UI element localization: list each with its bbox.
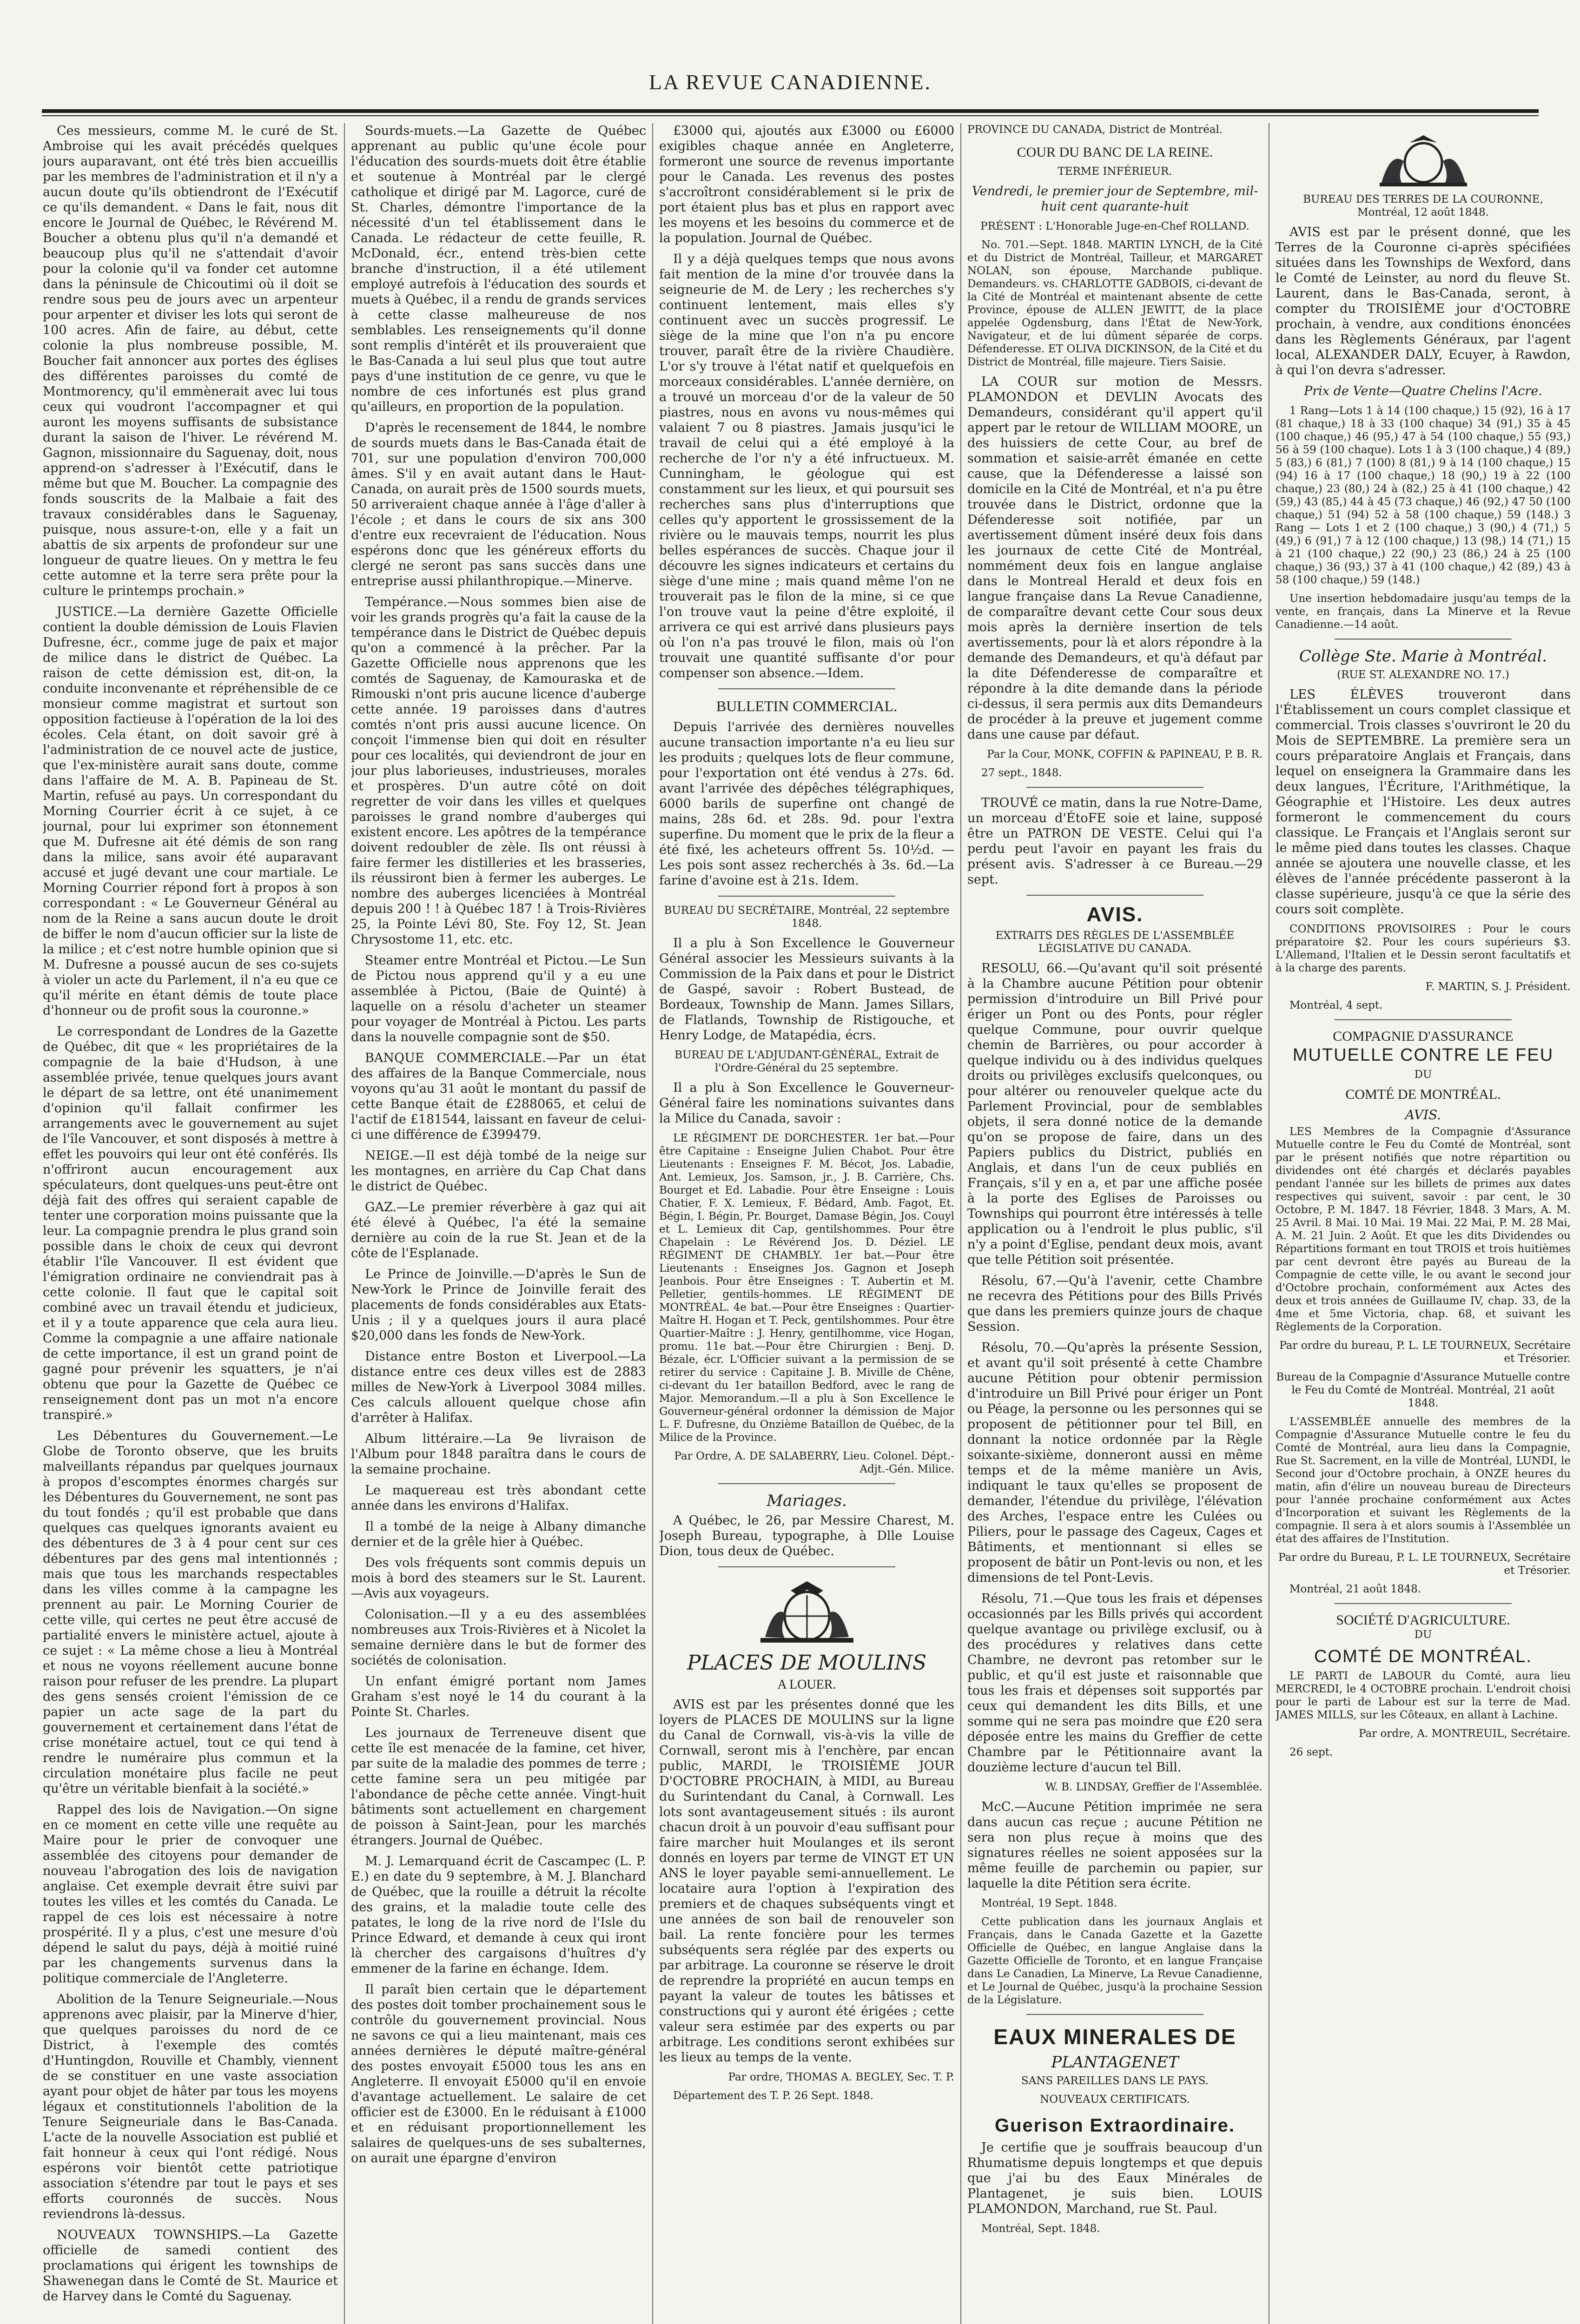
masthead-rule-thin [42, 115, 1539, 116]
divider [1026, 2014, 1203, 2015]
agriculture-signature: Par ordre, A. MONTREUIL, Secrétaire. [1359, 1728, 1571, 1740]
court-date: 27 sept., 1848. [981, 767, 1062, 779]
court-heading: COUR DU BANC DE LA REINE. [1017, 145, 1213, 160]
college-date: Montréal, 4 sept. [1289, 999, 1383, 1011]
places-subheading: A LOUER. [777, 1677, 836, 1692]
eaux-sub1: SANS PAREILLES DANS LE PAYS. [1021, 2075, 1209, 2087]
article-resolu-71: Résolu, 71.—Que tous les frais et dépenses occasionnés par les Bills privés qui accordent quelque avantage ou privilège exclusif, ou à des procédures y relatives dans cette Chambre, ne devront pas retomber sur le public, et qu'il est juste et raisonnable que tous les frais et dépenses soit supportés par ceux qui demandent les dits Bills, et une somme qui ne sera pas moindre que £20 sera déposée entre les mains du Greffier de cette Chambre par le Pétitionnaire avant la douzième lecture d'aucun tel Bill. [967, 1591, 1263, 1775]
eaux-heading: EAUX MINERALES DE [993, 2025, 1236, 2049]
article-mutual-dividends: LES Membres de la Compagnie d'Assurance Mutuelle contre le Feu du Comté de Montréal, sont par le présent notifiés que notre répartition ou dividendes ont été chargés et déclarés payables pendant l'année sur les billets de primes aux dates respectives qui suivent, savoir : par cent, le 30 Octobre, P. M. 1847. 18 Février, 1848. 3 Mars, A. M. 25 Avril. 8 Mai. 10 Mai. 19 Mai. 22 Mai, P. M. 28 Mai, A. M. 21 Juin. 2 Août. Et que les dits Dividendes ou Répartitions formant en tout TROIS et trois huitièmes par cent devront être payés au Bureau de la Compagnie de cette ville, le ou avant le second jour d'Octobre prochain, conformément aux Actes des deux et trois années de Guillaume IV, chap. 33, de la 4me et 5me Victoria, chap. 68, et suivant les Règlements de la Corporation. [1276, 1126, 1571, 1333]
court-session: Vendredi, le premier jour de Septembre, mil-huit cent quarante-huit [972, 184, 1258, 214]
court-terme: TERME INFÉRIEUR. [1058, 165, 1172, 178]
court-present: PRÉSENT : L'Honorable Juge-en-Chef ROLLAND. [980, 220, 1249, 232]
article-banque: BANQUE COMMERCIALE.—Par un état des affaires de la Banque Commerciale, nous voyons qu'au 31 août le montant du passif de cette Banque était de £288065, et celui de l'actif de £181544, laissant en faveur de celui-ci une différence de £399479. [351, 1051, 646, 1142]
article-cascampec: M. J. Lemarquand écrit de Cascampec (L. P. E.) en date du 9 septembre, à M. J. Blanchard de Québec, que la rouille a détruit la récolte des grains, et la maladie toute celle des patates, le long de la rive nord de l'Isle du Prince Edward, et demande à ceux qui iront là chercher des cargaisons d'huîtres d'y emmener de la farine en échange. Idem. [351, 1854, 646, 1976]
article-nominations: Il a plu à Son Excellence le Gouverneur-Général faire les nominations suivantes dans la Milice du Canada, savoir : [659, 1081, 954, 1126]
article-commission: Il a plu à Son Excellence le Gouverneur Général associer les Messieurs suivants à la Commission de la Paix dans et pour le District de Gaspé, savoir : Robert Bustead, de Bordeaux, Township de Mann. James Sillars, de Flatlands, Township de Ristigouche, et Henry Lodge, de Matapédia, écrs. [659, 936, 954, 1043]
article-terreneuve: Les journaux de Terreneuve disent que cette île est menacée de la famine, cet hiver, par suite de la maladie des pommes de terre ; cette famine sera un peu mitigée par l'abondance de pêche cette année. Vingt-huit bâtiments sont actuellement en chargement de poisson à Saint-Jean, pour les marchés étrangers. Journal de Québec. [351, 1726, 646, 1848]
mariages-heading: Mariages. [767, 1492, 847, 1510]
article-court-order: LA COUR sur motion de Messrs. PLAMONDON et DEVLIN Avocats des Demandeurs, considérant qu'il appert qu'il appert par le retour de WILLIAM MOORE, un des huissiers de cette Cour, au bref de sommation et saisie-arrêt émanée en cette cause, que la Défenderesse a laissé son domicile en la Cité de Montréal, et n'a pu être trouvée dans le District, ordonne que la Défenderesse soit notifiée, par un avertissement dûment inséré deux fois dans les journaux de cette Cité de Montréal, nommément deux fois en langue anglaise dans le Montreal Herald et deux fois en langue française dans La Revue Canadienne, de comparaître devant cette Cour sous deux mois après la dernière insertion de tels avertissements, pour là et alors répondre à la demande des Demandeurs, et qu'à défaut par la dite Défenderesse de comparaître et répondre à la dite demande dans la période ci-dessus, il sera permis aux dits Demandeurs de procéder à la preuve et jugement comme dans une cause par défaut. [967, 375, 1263, 742]
article-vols: Des vols fréquents sont commis depuis un mois à bord des steamers sur le St. Laurent.—Avis aux voyageurs. [351, 1556, 646, 1601]
column-3 [659, 123, 954, 2324]
divider [718, 1566, 895, 1567]
divider [718, 688, 895, 689]
crown-lands-lots: 1 Rang—Lots 1 à 14 (100 chaque,) 15 (92), 16 à 17 (81 chaque,) 18 à 33 (100 chaque) 34 (91,) 35 à 45 (100 chaque,) 46 (95,) 47 à 54 (100 chaque,) 55 (93,) 56 à 59 (100 chaque). Lots 1 à 3 (100 chaque,) 4 (89,) 5 (83,) 6 (81,) 7 (100) 8 (81,) 9 à 14 (100 chaque,) 15 (94) 16 à 17 (100 chaque,) 18 (90,) 19 à 22 (100 chaque,) 23 (80,) 24 à (82,) 25 à 41 (100 chaque,) 42 (59,) 43 (85,) 44 à 45 (73 chaque,) 46 (92,) 47 50 (100 chaque,) 51 (94) 52 à 58 (100 chaque,) 59 (148.) 3 Rang — Lots 1 et 2 (100 chaque,) 3 (90,) 4 (71,) 5 (49,) 6 (91,) 7 à 12 (100 chaque,) 13 (98,) 14 (71,) 15 à 21 (100 chaque,) 22 (90,) 23 (86,) 24 à 25 (100 chaque,) 36 (93,) 37 à 41 (100 chaque,) 42 (89,) 43 à 58 (100 chaque,) 59 (148.) [1276, 405, 1571, 586]
article-album: Album littéraire.—La 9e livraison de l'Album pour 1848 paraîtra dans le cours de la semaine prochaine. [351, 1432, 646, 1477]
court-province: PROVINCE DU CANADA, District de Montréal. [967, 124, 1223, 136]
royal-arms-icon [747, 1577, 867, 1646]
column-separator [344, 123, 345, 2324]
column-separator [960, 123, 961, 2324]
article-steamer: Steamer entre Montréal et Pictou.—Le Sun de Pictou nous apprend qu'il y a eu une assemblée à Pictou, (Baie de Quinté) à laquelle on a résolu d'acheter un steamer pour voyager de Montréal à Pictou. Les parts dans la nouvelle compagnie sont de $50. [351, 953, 646, 1044]
mutual-signature-1: Par ordre du bureau, P. L. LE TOURNEUX, Secrétaire et Trésorier. [1279, 1340, 1571, 1365]
divider [718, 1483, 895, 1484]
agriculture-heading-2: COMTÉ DE MONTRÉAL. [1314, 1647, 1532, 1666]
article-mcc: McC.—Aucune Pétition imprimée ne sera dans aucun cas reçue ; aucune Pétition ne sera non plus reçue à moins que des signatures réelles ne soient apposées sur la même feuille de parchemin ou papier, sur laquelle la dite Pétition sera écrite. [967, 1800, 1263, 1891]
college-conditions: CONDITIONS PROVISOIRES : Pour le cours préparatoire $2. Pour les cours supérieurs $3. L'Allemand, l'Italien et le Dessin seront facultatifs et à la charge des parents. [1276, 923, 1571, 974]
divider [1335, 639, 1512, 640]
court-case: No. 701.—Sept. 1848. MARTIN LYNCH, de la Cité et du District de Montréal, Tailleur, et MARGARET NOLAN, son épouse, Marchande publique. Demandeurs. vs. CHARLOTTE GADBOIS, ci-devant de la Cité de Montréal et maintenant absente de cette Province, épouse de ALLEN JEWITT, de la place appelée Ogdensburg, dans l'État de New-York, Navigateur, et de lui dûment séparée de corps. Défenderesse. ET OLIVA DICKINSON, de la Cité et du District de Montréal, fille majeure. Tiers Saisie. [967, 239, 1263, 368]
mutual-heading-3: COMTÉ DE MONTRÉAL. [1345, 1087, 1501, 1102]
militia-signature: Par Ordre, A. DE SALABERRY, Lieu. Colonel. Dépt.-Adjt.-Gén. Milice. [674, 1450, 954, 1475]
article-hudson-bay: Le correspondant de Londres de la Gazette de Québec, dit que « les propriétaires de la compagnie de la baie d'Hudson, à une assemblée privée, tenue quelques jours avant le départ de sa lettre, ont été unanimement d'opinion qu'il fallait confirmer les arrangements avec le gouvernement au sujet de l'île Vancouver, et sont disposés à mettre à effet les pouvoirs qui leur ont été conférés. Ils n'offriront aucun encouragement aux spéculateurs, dont quelques-uns peut-être ont déjà fait des offres qui seraient capable de tenter une corporation moins puissante que la leur. La compagnie prendra le plus grand soin possible dans le choix de ceux qui devront établir l'île Vancouver. Il est évident que l'émigration ordinaire ne conviendrait pas à cette colonie. Il faut que le capital soit combiné avec un travail étendu et judicieux, et il y a toute apparence que cela aura lieu. Comme la compagnie a une affaire nationale de cette importance, il est un grand point de gagné pour prévenir les squatters, je n'ai obtenu que pour la Gazette de Québec ce renseignement dont pas un mot n'a encore transpiré.» [43, 1024, 338, 1422]
article-distance: Distance entre Boston et Liverpool.—La distance entre ces deux villes est de 2883 milles de New-York à Liverpool 3084 milles. Ces calculs allouent quelque chose afin d'arrêter à Halifax. [351, 1349, 646, 1425]
column-1 [43, 123, 338, 2324]
avis-publication: Cette publication dans les journaux Anglais et Français, dans le Canada Gazette et la Gazette Officielle de Québec, en langue Anglaise dans la Gazette Officielle de Toronto, et en langue Française dans Le Canadien, La Minerve, La Revue Canadienne, et Le Journal de Québec, jusqu'à la prochaine Session de la Législature. [967, 1916, 1263, 2006]
article-colonisation: Colonisation.—Il y a eu des assemblées nombreuses aux Trois-Rivières et à Nicolet la semaine dernière dans le but de former des sociétés de colonisation. [351, 1607, 646, 1668]
agriculture-date: 26 sept. [1289, 1746, 1333, 1758]
divider [1026, 895, 1203, 896]
column-5 [1276, 123, 1571, 2324]
crown-lands-heading: BUREAU DES TERRES DE LA COURONNE, Montréal, 12 août 1848. [1303, 193, 1543, 218]
article-crown-lands: AVIS est par le présent donné, que les Terres de la Couronne ci-après spécifiées situées dans les Townships de Wexford, dans le Comté de Leinster, au nord du fleuve St. Laurent, dans le Bas-Canada, seront, à compter du TROISIÈME jour d'OCTOBRE prochain, à vendre, aux conditions énoncées dans les Règlements Généraux, par l'agent local, ALEXANDER DALY, Ecuyer, à Rawdon, à qui l'on devra s'adresser. [1276, 225, 1571, 377]
crown-lands-price: Prix de Vente—Quatre Chelins l'Acre. [1304, 384, 1542, 398]
places-signature: Par ordre, THOMAS A. BEGLEY, Sec. T. P. [728, 2071, 954, 2083]
article-mutual-assembly: L'ASSEMBLÉE annuelle des membres de la Compagnie d'Assurance Mutuelle contre le feu du Comté de Montréal, aura lieu dans la Compagnie, Rue St. Sacrement, en la ville de Montréal, LUNDI, le Second jour d'Octobre prochain, à ONZE heures du matin, afin d'élire un nouveau bureau de Directeurs pour l'année prochaine conformément aux Actes d'Incorporation et suivant les Règlements de la compagnie. Il sera à et alors soumis à l'Assemblée un état des affaires de l'Institution. [1276, 1416, 1571, 1545]
article-mariage: A Québec, le 26, par Messire Charest, M. Joseph Bureau, typographe, à Dlle Louise Dion, tous deux de Québec. [659, 1513, 954, 1558]
places-date: Département des T. P. 26 Sept. 1848. [673, 2090, 873, 2102]
mutual-avis: AVIS. [1405, 1107, 1441, 1122]
column-4 [967, 123, 1263, 2324]
college-signature: F. MARTIN, S. J. Président. [1425, 981, 1571, 993]
article-joinville: Le Prince de Joinville.—D'après le Sun de New-York le Prince de Joinville ferait des placements de fonds considérables aux Etats-Unis ; il y a quelques jours il aura placé $20,000 dans les fonds de New-York. [351, 1267, 646, 1343]
masthead-rule [42, 109, 1539, 113]
article-eaux: Je certifie que je souffrais beaucoup d'un Rhumatisme depuis longtemps et que depuis que j'ai bu des Eaux Minérales de Plantagenet, je suis bien. LOUIS PLAMONDON, Marchand, rue St. Paul. [967, 2140, 1263, 2216]
article-recensement: D'après le recensement de 1844, le nombre de sourds muets dans le Bas-Canada était de 701, sur une population d'environ 700,000 âmes. S'il y en avait autant dans le Haut-Canada, on aurait près de 1500 sourds muets, 50 arriveraient chaque année à l'âge d'aller à l'école ; et dans le cours de six ans 300 d'entre eux recevraient de l'éducation. Nous espérons donc que les généreux efforts du clergé ne seront pas sans succès dans une entreprise aussi philanthropique.—Minerve. [351, 421, 646, 588]
article-temperance: Tempérance.—Nous sommes bien aise de voir les grands progrès qu'a fait la cause de la tempérance dans le District de Québec depuis qu'on a commencé à la prêcher. Par la Gazette Officielle nous apprenons que les comtés de Saguenay, de Kamouraska et de Rimouski n'ont pris aucune licence d'auberge cette année. 19 paroisses dans d'autres comtés n'ont pris aussi aucune licence. On conçoit l'immense bien qui doit en résulter pour ces localités, qui deviendront de jour en jour plus laborieuses, industrieuses, morales et prospères. D'un autre côté on doit regretter de voir dans les villes et quelques paroisses le grand nombre d'auberges qui existent encore. Les apôtres de la tempérance doivent redoubler de zèle. Ils ont réussi à faire fermer les distilleries et les brasseries, ils réussiront bien à fermer les auberges. Le nombre des auberges licenciées à Montréal depuis 200 ! ! à Québec 187 ! à Trois-Rivières 25, la Pointe Lévi 80, Ste. Foy 12, St. Jean Chrysostome 11, etc. etc. [351, 595, 646, 947]
article-noyade: Un enfant émigré portant nom James Graham s'est noyé le 14 du courant à la Pointe St. Charles. [351, 1674, 646, 1719]
article-townships: NOUVEAUX TOWNSHIPS.—La Gazette officielle de samedi contient des proclamations qui érigent les townships de Shawenegan dans le Comté de St. Maurice et de Harvey dans le Comté du Saguenay. [43, 2228, 338, 2304]
mutual-date: Montréal, 21 août 1848. [1289, 1583, 1421, 1595]
college-subheading: (RUE ST. ALEXANDRE NO. 17.) [1337, 669, 1509, 681]
article-sourds-muets: Sourds-muets.—La Gazette de Québec apprenant au public qu'une école pour l'éducation des sourds-muets doit être établie et soutenue à Montréal par le clergé catholique et dirigé par M. Lagorce, curé de St. Charles, démontre l'importance de la nécessité d'un tel établissement dans le Canada. Le rédacteur de cette feuille, R. McDonald, écr., entend très-bien cette branche d'instruction, il a été utilement employé autrefois à l'éducation des sourds et muets à Québec, il a rendu de grands services à cette classe malheureuse de nos semblables. Les renseignements qu'il donne sont remplis d'intérêt et ils prouveraient que le Bas-Canada a lui seul plus que tout autre pays d'une institution de ce genre, vu que le nombre de ces infortunés est plus grand qu'ailleurs, en proportion de la population. [351, 124, 646, 414]
eaux-name: PLANTAGENET [1051, 2053, 1179, 2072]
court-signature: Par la Cour, MONK, COFFIN & PAPINEAU, P. B. R. [987, 748, 1263, 760]
article-postes-cont: £3000 qui, ajoutés aux £3000 ou £6000 exigibles chaque année en Angleterre, formeront une source de revenus importante pour le Canada. Les revenus des postes s'accroîtront considérablement si le prix de port étaient plus bas et plus en rapport avec les moyens et les besoins du commerce et de la population. Journal de Québec. [659, 124, 954, 245]
article-seigneurial: Abolition de la Tenure Seigneuriale.—Nous apprenons avec plaisir, par la Minerve d'hier, que quelques paroisses du nord de ce District, à l'exemple des comtés d'Huntingdon, Rouville et Chambly, viennent de se constituer en une vaste association ayant pour objet de hâter par tous les moyens légaux et constitutionnels l'abolition de la Tenure Seigneuriale dans le Bas-Canada. L'acte de la nouvelle Association est publié et fait honneur à ceux qui l'ont rédigé. Nous espérons voir bientôt cette patriotique association s'étendre par tout le pays et ses efforts couronnés de succès. Nous reviendrons là-dessus. [43, 1992, 338, 2221]
divider [1335, 1603, 1512, 1604]
column-separator [652, 123, 653, 2324]
agriculture-du: DU [1414, 1629, 1432, 1641]
adjutant-heading: BUREAU DE L'ADJUDANT-GÉNÉRAL, Extrait de l'Ordre-Général du 25 septembre. [674, 1049, 939, 1074]
article-places: AVIS est par les présentes donné que les loyers de PLACES DE MOULINS sur la ligne du Canal de Cornwall, vis-à-vis la ville de Cornwall, seront mis à l'enchère, par encan public, MARDI, le TROISIÈME JOUR D'OCTOBRE PROCHAIN, à MIDI, au Bureau du Surintendant du Canal, à Cornwall. Les lots sont avantageusement situés : ils auront chacun droit à un pouvoir d'eau suffisant pour faire marcher huit Moulanges et ils seront donnés en loyers par terme de VINGT ET UN ANS le loyer payable semi-annuellement. Le locataire aura l'option à l'expiration des premiers et de chaques subséquents vingt et une années de son bail de renouveler son bail. La rente foncière pour les termes subséquents sera réglée par des experts ou par arbitrage. La couronne se réserve le droit de reprendre la propriété en aucun temps en payant la valeur de toutes les bâtisses et constructions qui y auront été érigées ; cette valeur sera estimée par des experts ou par arbitrage. Les conditions seront exhibées sur les lieux au temps de la vente. [659, 1697, 954, 2065]
college-heading: Collège Ste. Marie à Montréal. [1299, 647, 1547, 666]
article-trouve: TROUVÉ ce matin, dans la rue Notre-Dame, un morceau d'ÉtoFE soie et laine, supposé être un PATRON DE VESTE. Celui qui l'a perdu peut l'avoir en payant les frais du présent avis. S'adresser à ce Bureau.—29 sept. [967, 796, 1263, 887]
secretariat-heading: BUREAU DU SECRÉTAIRE, Montréal, 22 septembre 1848. [664, 905, 950, 930]
article-albany: Il a tombé de la neige à Albany dimanche dernier et de la grêle hier à Québec. [351, 1519, 646, 1549]
article-resolu-66: RESOLU, 66.—Qu'avant qu'il soit présenté à la Chambre aucune Pétition pour obtenir permission d'introduire un Bill Privé pour ériger un Pont ou des Ponts, pour régler quelque Commune, pour ouvrir quelque chemin de Barrières, ou pour accorder à quelque individu ou à des individus quelques droits ou privilèges exclusifs quelconques, ou pour altérer ou renouveler quelque acte du Parlement Provincial, pour de semblables objets, il sera donné notice de la demande qu'on se propose de faire, dans un des Papiers publics du District, publiés en Anglais, et dans l'un de ceux publiés en Français, s'il y en a, et par une affiche posée à la porte des Eglises de Paroisses ou Townships qui pourront être intéressés à telle application ou à l'endroit le plus public, s'il n'y a point d'Eglise, pendant deux mois, avant que telle Pétition soit présentée. [967, 961, 1263, 1267]
article-postes: Il paraît bien certain que le département des postes doit tomber prochainement sous le contrôle du gouvernement provincial. Nous ne savons ce qui a lieu maintenant, mais ces années dernières le député maître-général des postes envoyait £5000 tous les ans en Angleterre. Il envoyait £5000 qu'il en envoie d'avantage actuellement. Le salaire de cet officier est de £3000. En le réduisant à £1000 et en réduisant proportionnellement les salaires de quelques-uns de ses subalternes, on aurait une épargne d'environ [351, 1982, 646, 2166]
lindsay-signature: W. B. LINDSAY, Greffier de l'Assemblée. [1045, 1781, 1263, 1793]
mutual-heading-1: COMPAGNIE D'ASSURANCE [1333, 1029, 1514, 1044]
avis-heading: AVIS. [1086, 903, 1144, 926]
eaux-sub2: NOUVEAUX CERTIFICATS. [1040, 2093, 1190, 2106]
masthead-title: LA REVUE CANADIENNE. [648, 70, 932, 94]
divider [1335, 1019, 1512, 1020]
mutual-signature-2: Par ordre du Bureau, P. L. LE TOURNEUX, Secrétaire et Trésorier. [1278, 1552, 1571, 1577]
article-paragraph: Ces messieurs, comme M. le curé de St. Ambroise qui les avait précédés quelques jours auparavant, ont été très bien accueillis par les membres de l'administration et il n'y a aucun doute qu'ils obtiendront de l'Exécutif ce qu'ils demandent. « Dans le fait, nous dit encore le Journal de Québec, le Révérend M. Boucher a obtenu plus qu'il n'a demandé et beaucoup plus qu'il ne s'attendait d'avoir pour la colonie qu'il va fonder cet automne dans la péninsule de Chicoutimi où il doit se rendre sous peu de jours avec un arpenteur pour arpenter et diviser les lots qui seront de 100 acres. Afin de faire, au début, cette colonie la plus nombreuse possible, M. Boucher fait annoncer aux portes des églises des différentes paroisses du comté de Montmorency, qu'il emmènerait avec lui tous ceux qui voudront l'accompagner et qui auront les moyens suffisants de subsistance durant la saison de l'hiver. Le révérend M. Gagnon, missionnaire du Saguenay, doit, nous apprend-on s'adresser à l'Exécutif, dans le même but que M. Boucher. La compagnie des fonds souscrits de la Malbaie a fait des travaux considérables dans le Saguenay, puisque, nous assure-t-on, elle y a fait un abattis de six arpents de profondeur sur une longueur de quatre lieues. On y mettra le feu cette automne et la terre sera prête pour la culture le printemps prochain.» [43, 124, 338, 598]
article-resolu-67: Résolu, 67.—Qu'à l'avenir, cette Chambre ne recevra des Pétitions pour des Bills Privés que dans les premiers quinze jours de chaque Session. [967, 1274, 1263, 1334]
column-2 [351, 123, 646, 2324]
divider [1026, 787, 1203, 788]
avis-subheading: EXTRAITS DES RÈGLES DE L'ASSEMBLÉE LÉGISLATIVE DU CANADA. [995, 930, 1235, 955]
article-navigation: Rappel des lois de Navigation.—On signe en ce moment en cette ville une requête au Maire pour le prier de convoquer une assemblée des citoyens pour demander de nouveau l'abrogation des lois de navigation anglaise. Cet exemple devrait être suivi par toutes les villes et les comtés du Canada. Le rappel de ces lois est nécessaire à notre prospérité. Il y a plus, c'est une mesure d'où dépend le salut du pays, déjà à moitié ruiné par les changements survenus dans la politique commerciale de l'Angleterre. [43, 1802, 338, 1986]
article-maquereau: Le maquereau est très abondant cette année dans les environs d'Halifax. [351, 1483, 646, 1513]
avis-date: Montréal, 19 Sept. 1848. [981, 1897, 1117, 1909]
places-heading: PLACES DE MOULINS [687, 1651, 927, 1675]
eaux-sub3: Guerison Extraordinaire. [994, 2115, 1236, 2136]
article-agriculture: LE PARTI de LABOUR du Comté, aura lieu MERCREDI, le 4 OCTOBRE prochain. L'endroit choisi pour le parti de Labour est sur la terre de Mad. JAMES MILLS, sur les Côteaux, en allant à Lachine. [1276, 1670, 1571, 1721]
divider [718, 896, 895, 897]
crown-lands-insertion: Une insertion hebdomadaire jusqu'au temps de la vente, en français, dans La Minerve et la Revue Canadienne.—14 août. [1276, 593, 1571, 631]
article-mine-or: Il y a déjà quelques temps que nous avons fait mention de la mine d'or trouvée dans la seigneurie de M. de Lery ; les recherches s'y continuent lentement, mais elles s'y continuent avec un succès progressif. Le siège de la mine que l'on n'a pu encore trouver, paraît être de la rivière Chaudière. L'or s'y trouve à l'état natif et quelquefois en morceaux considérables. L'année dernière, on a trouvé un morceau d'or de la valeur de 50 piastres, nous en avons vu nous-mêmes qui valaient 7 ou 8 piastres. Jamais jusqu'ici le travail de celui qui a été employé à la recherche de l'or n'y a été infructueux. M. Cunningham, le géologue qui est constamment sur les lieux, et qui poursuit ses recherches sans plus d'interruptions que celles qu'y apportent le grossissement de la rivière ou le mauvais temps, nourrit les plus belles espérances de succès. Chaque jour il découvre les signes indicateurs et certains du siège d'une mine ; mais quand même l'on ne trouverait pas le filon de la mine, si ce que l'on trouve vaut la peine d'être exploité, il arrivera ce qui est arrivé dans plusieurs pays où l'on n'a pas trouvé le filon, mais où l'on trouvait une quantité suffisante d'or pour compenser son absence.—Idem. [659, 252, 954, 680]
bulletin-heading: BULLETIN COMMERCIAL. [716, 698, 898, 714]
article-resolu-70: Résolu, 70.—Qu'après la présente Session, et avant qu'il soit présenté à cette Chambre aucune Pétition pour obtenir permission d'introduire un Bill Privé pour ériger un Pont ou Péage, la personne ou les personnes qui se proposent de pétitionner pour tel Bill, en donnant la notice ordonnée par la Règle soixante-sixième, donneront aussi en même temps et de la même manière un Avis, indiquant le taux qu'elles se proposent de demander, l'étendue du privilège, l'élévation des Arches, l'espace entre les Culées ou Piliers, pour le passage des Cageux, Cages et Bâtiments, et mentionnant si elles se proposent de bâtir un Pont-levis ou non, et les dimensions de tel Pont-Levis. [967, 1340, 1263, 1585]
mutual-heading-2: MUTUELLE CONTRE LE FEU [1292, 1045, 1554, 1065]
article-gaz: GAZ.—Le premier réverbère à gaz qui ait été élevé à Québec, l'a été la semaine dernière au coin de la rue St. Jean et de la côte de l'Esplanade. [351, 1200, 646, 1261]
article-neige: NEIGE.—Il est déjà tombé de la neige sur les montagnes, en arrière du Cap Chat dans le district de Québec. [351, 1149, 646, 1194]
article-bulletin: Depuis l'arrivée des dernières nouvelles aucune transaction importante n'a eu lieu sur les produits ; quelques lots de fleur commune, pour l'exportation ont été vendus à 27s. 6d. avant l'arrivée des dépêches télégraphiques, 6000 barils de superfine ont changé de mains, 28s 6d. et 28s. 9d. pour l'extra superfine. Du moment que le prix de la fleur a été fixé, les acheteurs offrent 5s. 10½d. — Les pois sont assez recherchés à 3s. 6d.—La farine d'avoine est à 21s. Idem. [659, 720, 954, 888]
agriculture-heading: SOCIÉTÉ D'AGRICULTURE. [1336, 1612, 1510, 1628]
crown-lands-arms-icon [1368, 132, 1479, 188]
mutual-du: DU [1414, 1069, 1432, 1081]
article-justice: JUSTICE.—La dernière Gazette Officielle contient la double démission de Louis Flavien Dufresne, écr., comme juge de paix et major de milice dans le district de Québec. La raison de cette démission est, dit-on, la conduite inconvenante et répréhensible de ce monsieur comme magistrat et surtout son opposition factieuse à l'opération de la loi des écoles. Cela étant, on doit savoir gré à l'administration de ce nouvel acte de justice, que l'ex-ministère aurait sans doute, comme dans l'affaire de M. A. B. Papineau de St. Martin, refusé au pays. Un correspondant du Morning Courrier écrit à ce sujet, à ce journal, pour lui exprimer son étonnement que M. Dufresne ait été démis de son rang dans la milice, sans avoir été auparavant accusé et jugé devant une cour martiale. Le Morning Courrier répond fort à propos à son correspondant : « Le Gouverneur Général au nom de la Reine a sans aucun doute le droit de biffer le nom d'aucun officier sur la liste de la milice ; et c'est notre humble opinion que si M. Dufresne a poussé aucun de ses co-sujets à violer un acte du Parlement, il n'a eu que ce qu'il mérite en étant démis de toute place d'honneur ou de profit sous la couronne.» [43, 605, 338, 1018]
mutual-bureau: Bureau de la Compagnie d'Assurance Mutuelle contre le Feu du Comté de Montréal. Montréal, 21 août 1848. [1276, 1371, 1570, 1409]
article-college: LES ÉLÈVES trouveront dans l'Établissement un cours complet classique et commercial. Trois classes s'ouvriront le 20 du Mois de SEPTEMBRE. La première sera un cours préparatoire Anglais et Français, dans lequel on enseignera la Grammaire dans les deux langues, l'Écriture, l'Arithmétique, la Géographie et l'Histoire. Les deux autres formeront le commencement du cours classique. Le Français et l'Anglais seront sur le même pied dans toutes les classes. Chaque année se ajoutera une nouvelle classe, et les élèves de l'année précédente passeront à la classe supérieure, jusqu'à ce que la série des cours soit complète. [1276, 687, 1571, 917]
article-debentures: Les Débentures du Gouvernement.—Le Globe de Toronto observe, que les bruits malveillants répandus par quelques journaux à propos d'escomptes énormes chargés sur les Débentures du Gouvernement, ne sont pas du tout fondés ; qu'il est probable que dans quelques cas quelques ignorants avaient eu des débentures de 3 à 4 pour cent sur ces débentures par des gens mal intentionnés ; mais que tous les marchands respectables dans les villes comme à la campagne les prennent au pair. Le Morning Courier de cette ville, qui certes ne peut être accusé de partialité envers le ministère actuel, ajoute à ce sujet : « La même chose a lieu à Montréal et nous ne voyons réellement aucune bonne raison pour refuser de les prendre. La plupart des gens sensés croient l'émission de ce papier un acte sage de la part du gouvernement et certainement dans l'état de crise monétaire actuel, tout ce qui tend à rendre le numéraire plus commun et la circulation monétaire plus facile ne peut qu'être un véritable bienfait à la société.» [43, 1429, 338, 1796]
eaux-date: Montréal, Sept. 1848. [981, 2223, 1100, 2235]
militia-list: LE RÉGIMENT DE DORCHESTER. 1er bat.—Pour être Capitaine : Enseigne Julien Chabot. Pour être Lieutenants : Enseignes F. M. Bécot, Jos. Labadie, Ant. Lemieux, Jos. Samson, jr., J. B. Carrière, Chs. Bourget et Ed. Labadie. Pour être Enseigne : Louis Chatier, F. X. Lemieux, F. Bédard, Amb. Fagot, Et. Bégin, I. Bégin, Pr. Bourget, Damase Bégin, Jos. Couyl et L. Lemieux dit Cap, gentilshommes. Pour être Chapelain : Le Révérend Jos. D. Déziel. LE RÉGIMENT DE CHAMBLY. 1er bat.—Pour être Lieutenants : Enseignes Jos. Gagnon et Joseph Jeanbois. Pour être Enseignes : T. Aubertin et M. Pelletier, gentils-hommes. LE RÉGIMENT DE MONTRÉAL. 4e bat.—Pour être Enseignes : Quartier-Maître H. Hogan et T. Peck, gentilshommes. Pour être Quartier-Maître : J. Henry, gentilhomme, vice Hogan, promu. 11e bat.—Pour être Chirurgien : Benj. D. Bézale, écr. L'Officier suivant a la permission de se retirer du service : Capitaine J. B. Miville de Chêne, ci-devant du 1er bataillon Bedford, avec le rang de Major. Memorandum.—Il a plu à Son Excellence le Gouverneur-général ordonner la démission de Major L. F. Dufresne, du Onzième Bataillon de Québec, de la Milice de la Province. [659, 1132, 954, 1444]
